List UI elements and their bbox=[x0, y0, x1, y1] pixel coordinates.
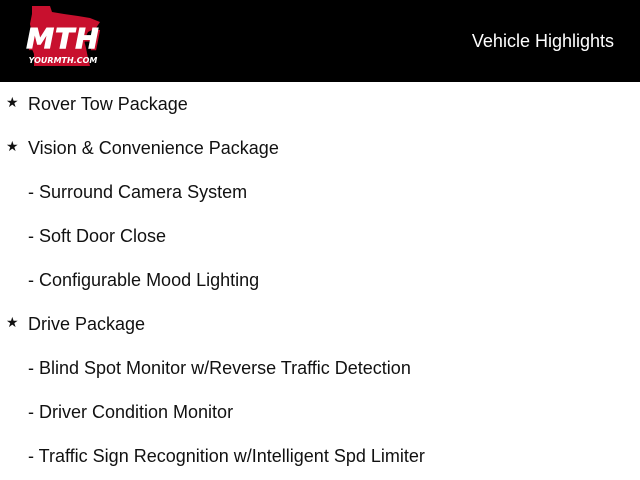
list-item bbox=[0, 180, 640, 204]
list-item bbox=[0, 92, 640, 116]
list-item bbox=[0, 224, 640, 248]
dealer-logo[interactable] bbox=[4, 4, 116, 70]
list-item bbox=[0, 400, 640, 424]
star-icon: ★ bbox=[6, 315, 19, 331]
logo-url: YOURMTH.COM bbox=[28, 56, 98, 65]
logo-wordmark: MTH bbox=[26, 22, 100, 55]
header-bar bbox=[0, 0, 640, 82]
list-item-text: - Driver Condition Monitor bbox=[28, 402, 234, 422]
list-item-text: Vision & Convenience Package bbox=[28, 138, 279, 158]
star-icon: ★ bbox=[6, 95, 19, 111]
list-item-text: - Surround Camera System bbox=[28, 182, 248, 202]
list-item bbox=[0, 444, 640, 468]
star-icon: ★ bbox=[6, 139, 19, 155]
list-item-text: - Blind Spot Monitor w/Reverse Traffic Detection bbox=[28, 358, 411, 378]
page-title: Vehicle Highlights bbox=[471, 31, 614, 51]
list-item bbox=[0, 268, 640, 292]
list-item bbox=[0, 312, 640, 336]
list-item-text: Drive Package bbox=[28, 314, 146, 334]
list-item bbox=[0, 136, 640, 160]
list-item-text: - Configurable Mood Lighting bbox=[28, 270, 260, 290]
list-item-text: - Soft Door Close bbox=[28, 226, 167, 246]
list-item-text: - Traffic Sign Recognition w/Intelligent Spd Limiter bbox=[28, 446, 425, 466]
list-item bbox=[0, 356, 640, 380]
list-item-text: Rover Tow Package bbox=[28, 94, 188, 114]
